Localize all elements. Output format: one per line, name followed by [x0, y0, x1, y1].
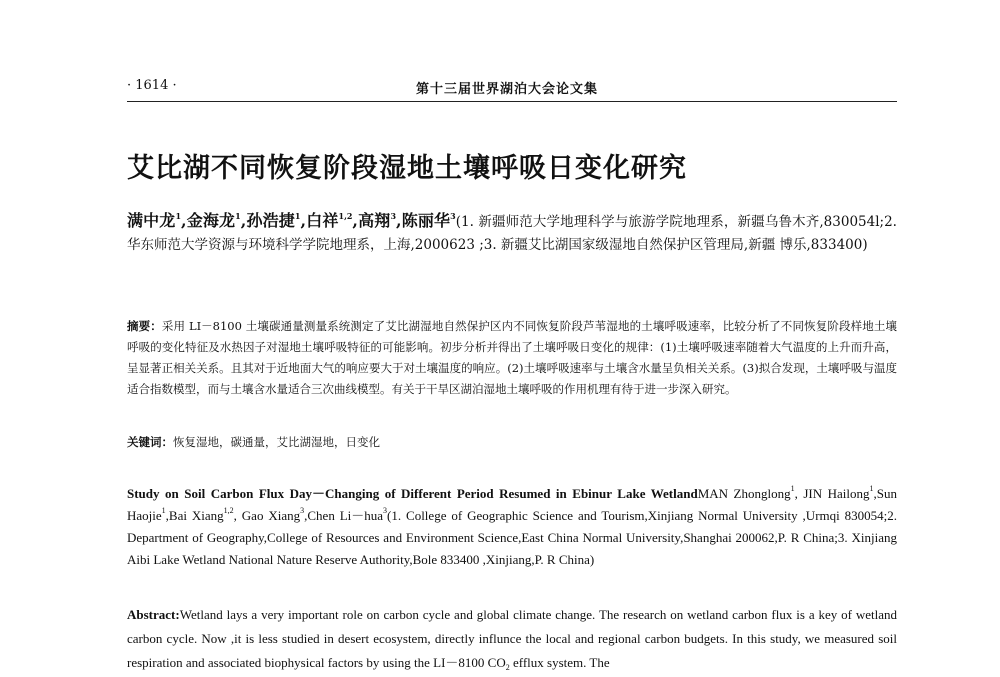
keywords-cn-label: 关键词：: [127, 435, 173, 449]
authors-affiliations-cn: 满中龙$^1$,金海龙$^1$,孙浩捷$^1$,白祥$^{1,2}$,高翔$^3$,陈丽华$^3$(1. 新疆师范大学地理科学与旅游学院地理系，新疆乌鲁木齐,830054l;2. 华东师范大学资源与环境科学学院地理系，上海,2000623 ;3. 新疆艾比湖国家级湿地自然保护区管理局,新疆 博乐,833400): [127, 211, 897, 253]
abstract-en-text-tail: efflux system. The: [509, 655, 610, 670]
author-affil-mark: 1: [869, 484, 874, 493]
page-number: · 1614 ·: [127, 78, 177, 93]
author-name-en: , Gao Xiang: [233, 508, 301, 523]
keywords-cn-text: 恢复湿地，碳通量，艾比湖湿地，日变化: [173, 435, 380, 449]
affiliations-en: (1. College of Geographic Science and Tourism,Xinjiang Normal University ,Urmqi 830054;2. Department of Geography,College of Resources and Environment Science,East China Normal University,Shanghai 200062,P. R China;3. Xinjiang Aibi Lake Wetland National Nature Reserve Authority,Bole 833400 ,Xinjiang,P. R China): [127, 508, 898, 567]
author-affil-mark: 1: [175, 211, 182, 221]
author-affil-mark: 1,2: [338, 211, 353, 221]
author-name: 金海龙: [186, 211, 236, 230]
author-affil-mark: 3: [383, 506, 388, 515]
running-header: [127, 78, 897, 98]
author-name-en: ,Sun Haojie: [127, 486, 897, 523]
author-affil-mark: 1: [294, 211, 301, 221]
keywords-cn: [127, 432, 897, 452]
author-name: 高翔: [358, 211, 391, 230]
author-affil-mark: 1,2: [223, 506, 234, 515]
author-affil-mark: 3: [450, 211, 456, 221]
author-name: 满中龙: [127, 211, 176, 230]
paper-title-en: Study on Soil Carbon Flux Day－Changing of Different Period Resumed in Ebinur Lake Wetland: [127, 486, 698, 501]
abstract-en-label: Abstract:: [127, 607, 180, 622]
english-title-authors: [127, 483, 897, 571]
abstract-cn: [127, 316, 897, 400]
author-affil-mark: 3: [300, 506, 305, 515]
author-name: 孙浩捷: [246, 211, 295, 230]
abstract-en: [127, 603, 897, 675]
co2-subscript: 2: [505, 663, 510, 672]
author-name-en: ,Bai Xiang: [165, 508, 224, 523]
abstract-cn-label: 摘要：: [127, 319, 162, 333]
abstract-cn-text: 采用 LI－8100 土壤碳通量测量系统测定了艾比湖湿地自然保护区内不同恢复阶段芦苇湿地的土壤呼吸速率，比较分析了不同恢复阶段样地土壤呼吸的变化特征及水热因子对湿地土壤呼吸特征的可能影响。初步分析并得出了土壤呼吸日变化的规律：(1)土壤呼吸速率随着大气温度的上升而升高，呈显著正相关关系。且其对于近地面大气的响应要大于对土壤温度的响应。(2)土壤呼吸速率与土壤含水量呈负相关关系。(3)拟合发现，土壤呼吸与温度适合指数模型，而与土壤含水量适合三次曲线模型。有关于干旱区湖泊湿地土壤呼吸的作用机理有待于进一步深入研究。: [127, 319, 898, 396]
journal-name: 第十三届世界湖泊大会论文集: [416, 82, 599, 97]
header-rule: [127, 101, 897, 102]
author-affil-mark: 1: [235, 211, 241, 221]
author-affil-mark: 3: [390, 211, 397, 221]
abstract-en-text: Wetland lays a very important role on carbon cycle and global climate change. The research on wetland carbon flux is a key of wetland carbon cycle. Now ,it is less studied in desert ecosystem, directly influnce the local and regional carbon budgets. In this study, we measured soil respiration and associated biophysical factors by using the LI－8100 CO: [127, 607, 897, 670]
author-affil-mark: 1: [790, 484, 795, 493]
author-name: 陈丽华: [401, 211, 451, 230]
author-name-en: MAN Zhonglong: [697, 486, 791, 501]
affiliations-cn: (1. 新疆师范大学地理科学与旅游学院地理系，新疆乌鲁木齐,830054l;2. 华东师范大学资源与环境科学学院地理系，上海,2000623 ;3. 新疆艾比湖国家级湿地自然保护区管理局,新疆 博乐,833400): [127, 214, 897, 253]
author-name-en: , JIN Hailong: [794, 486, 870, 501]
paper-title-cn: 艾比湖不同恢复阶段湿地土壤呼吸日变化研究: [127, 153, 687, 184]
author-affil-mark: 1: [161, 506, 166, 515]
author-name-en: ,Chen Li－hua: [304, 508, 384, 523]
author-name: 白祥: [306, 211, 339, 230]
